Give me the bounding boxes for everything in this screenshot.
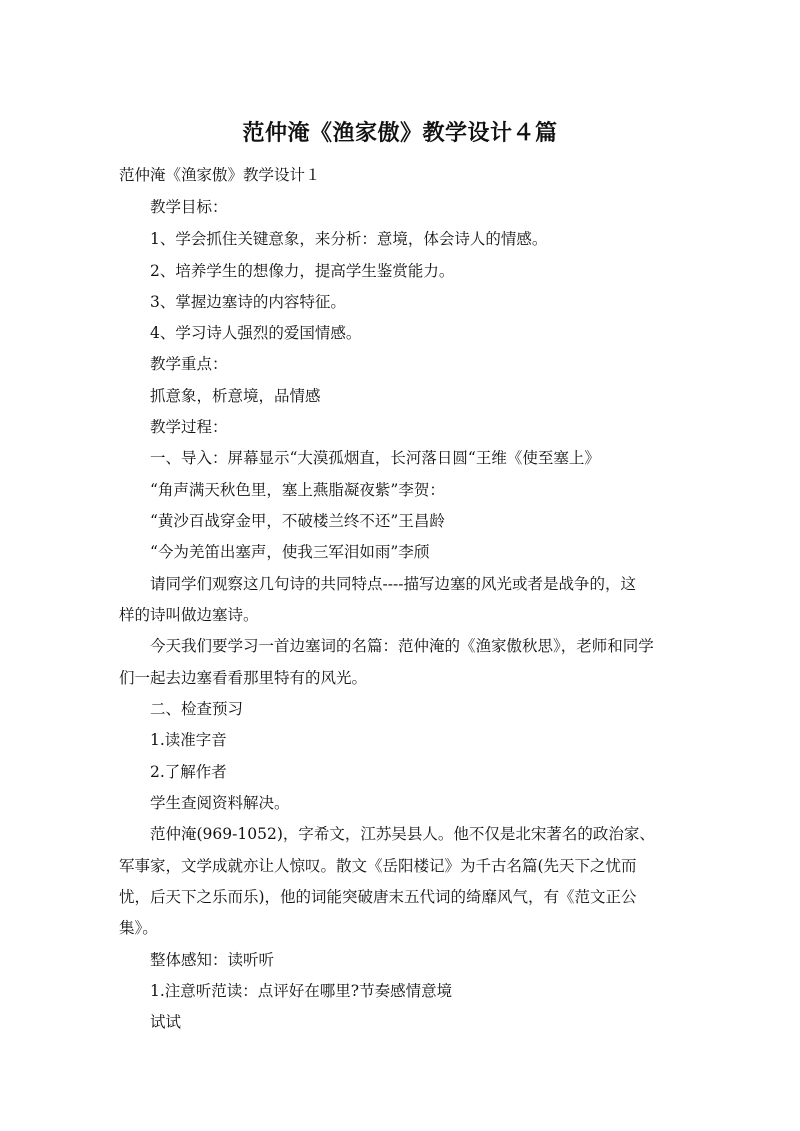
text-line: 二、检查预习: [150, 700, 244, 718]
text-line: 1.读准字音: [150, 731, 227, 749]
text-line: “黄沙百战穿金甲，不破楼兰终不还”王昌龄: [150, 512, 445, 530]
text-line: 样的诗叫做边塞诗。: [119, 606, 259, 624]
text-line: “角声满天秋色里，塞上燕脂凝夜紫”李贺：: [150, 481, 445, 499]
text-line: 3、掌握边塞诗的内容特征。: [150, 293, 346, 311]
text-line: 1、学会抓住关键意象，来分析：意境，体会诗人的情感。: [150, 230, 548, 248]
subtitle-line: 范仲淹《渔家傲》教学设计１: [119, 166, 321, 184]
text-line: 1.注意听范读：点评好在哪里?节奏感情意境: [150, 982, 453, 1000]
text-line: 们一起去边塞看看那里特有的风光。: [119, 669, 368, 687]
text-line: 2.了解作者: [150, 763, 227, 781]
text-line: 整体感知：读听听: [150, 951, 275, 969]
text-line: 教学目标：: [150, 198, 228, 216]
text-line: 集》。: [119, 919, 158, 937]
text-line: 试试: [150, 1013, 182, 1031]
text-line: 4、学习诗人强烈的爱国情感。: [150, 324, 362, 342]
document-title: 范仲淹《渔家傲》教学设计４篇: [242, 121, 558, 146]
text-line: 教学过程：: [150, 418, 228, 436]
text-line: 2、培养学生的想像力，提高学生鉴赏能力。: [150, 262, 455, 280]
text-line: 抓意象，析意境，品情感: [150, 387, 321, 405]
text-line: “今为羌笛出塞声，使我三军泪如雨”李颀: [150, 543, 430, 561]
text-line: 一、导入：屏幕显示“大漠孤烟直，长河落日圆“王维《使至塞上》: [150, 449, 600, 467]
text-line: 学生查阅资料解决。: [150, 794, 290, 812]
text-line: 范仲淹(969-1052)，字希文，江苏吴县人。他不仅是北宋著名的政治家、: [150, 825, 655, 843]
text-line: 今天我们要学习一首边塞词的名篇：范仲淹的《渔家傲秋思》，老师和同学: [150, 637, 654, 655]
text-line: 教学重点：: [150, 355, 228, 373]
text-line: 忧，后天下之乐而乐)，他的词能突破唐末五代词的绮靡风气，有《范文正公: [119, 888, 637, 906]
text-line: 军事家，文学成就亦让人惊叹。散文《岳阳楼记》为千古名篇(先天下之忧而: [119, 857, 637, 875]
text-line: 请同学们观察这几句诗的共同特点----描写边塞的风光或者是战争的，这: [150, 575, 636, 593]
